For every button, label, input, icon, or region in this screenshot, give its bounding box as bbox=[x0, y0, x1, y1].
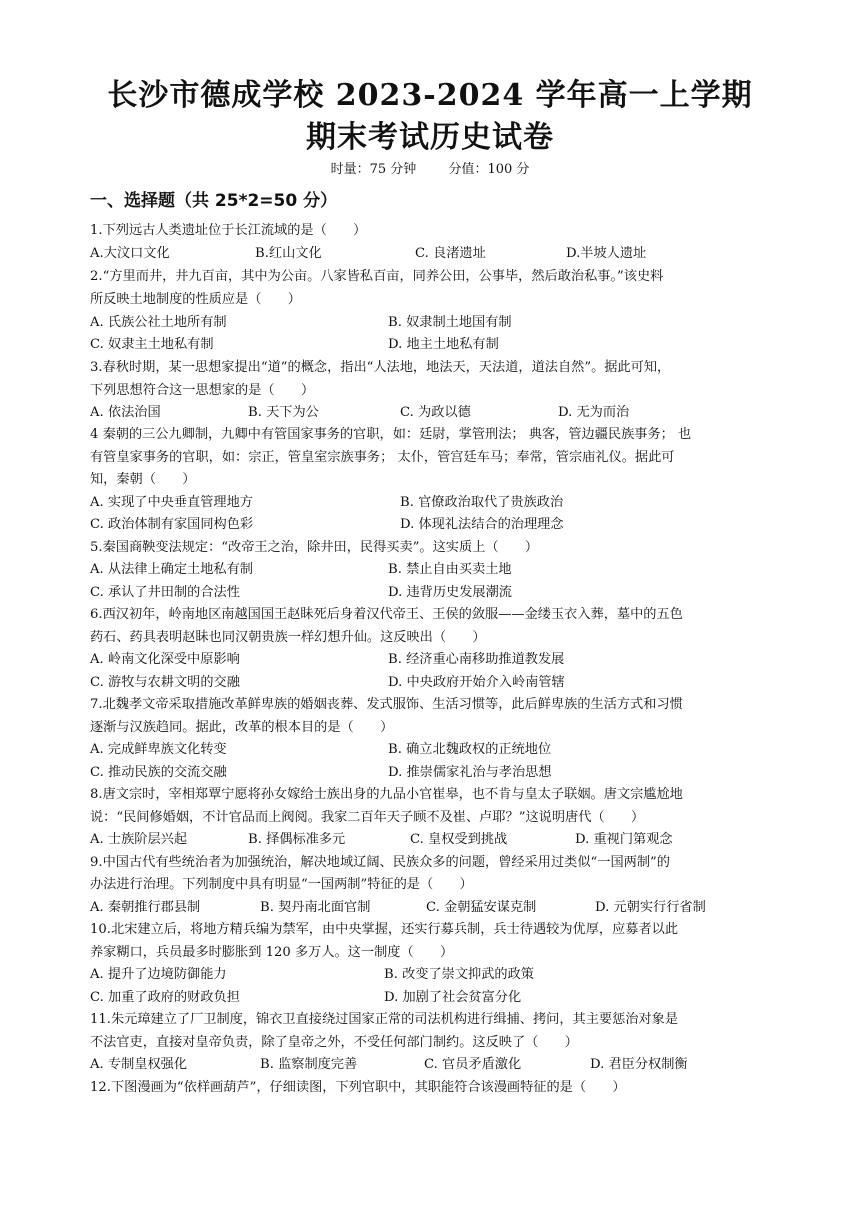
option-c: C. 官员矛盾激化 bbox=[424, 1057, 522, 1072]
exam-time: 时量：75 分钟 bbox=[330, 162, 417, 177]
option-d: D. 重视门第观念 bbox=[575, 832, 673, 847]
question-8-options bbox=[90, 829, 780, 851]
exam-title-line2: 期末考试历史试卷 bbox=[306, 120, 554, 155]
option-c: C. 加重了政府的财政负担 bbox=[90, 990, 240, 1005]
option-b: B.红山文化 bbox=[255, 246, 322, 261]
question-7-line-1: 7.北魏孝文帝采取措施改革鲜卑族的婚姻丧葬、发式服饰、生活习惯等，此后鲜卑族的生活方式和习惯 bbox=[90, 697, 683, 712]
option-a: A. 依法治国 bbox=[90, 405, 161, 420]
option-a: A. 从法律上确定土地私有制 bbox=[90, 562, 253, 577]
question-11-line-1: 11.朱元璋建立了厂卫制度，锦衣卫直接绕过国家正常的司法机构进行缉捕、拷问，其主要惩治对象是 bbox=[90, 1012, 679, 1027]
question-6-line-1: 6.西汉初年，岭南地区南越国国王赵眛死后身着汉代帝王、王侯的敛服——金缕玉衣入葬，墓中的五色 bbox=[90, 607, 683, 622]
question-9-line-2: 办法进行治理。下列制度中具有明显“一国两制”特征的是（ ） bbox=[90, 877, 473, 892]
question-11-line-2: 不法官吏，直接对皇帝负责，除了皇帝之外，不受任何部门制约。这反映了（ ） bbox=[90, 1035, 578, 1050]
option-b: B. 奴隶制土地国有制 bbox=[388, 315, 512, 330]
question-10-options-row-1 bbox=[90, 964, 780, 986]
option-a: A.大汶口文化 bbox=[90, 246, 170, 261]
option-b: B. 改变了崇文抑武的政策 bbox=[384, 967, 534, 982]
option-a: A. 专制皇权强化 bbox=[90, 1057, 188, 1072]
option-b: B. 天下为公 bbox=[248, 405, 319, 420]
option-a: A. 完成鲜卑族文化转变 bbox=[90, 742, 227, 757]
option-d: D. 体现礼法结合的治理理念 bbox=[400, 517, 564, 532]
question-4-line-2: 有管皇家事务的官职，如：宗正，管皇室宗族事务； 太仆，管宫廷车马；奉常，管宗庙礼仪。据此可 bbox=[90, 450, 675, 465]
option-b: B. 禁止自由买卖土地 bbox=[388, 562, 512, 577]
option-a: A. 实现了中央垂直管理地方 bbox=[90, 495, 253, 510]
option-d: D. 无为而治 bbox=[558, 405, 630, 420]
option-c: C. 皇权受到挑战 bbox=[410, 832, 508, 847]
question-3-line-1: 3.春秋时期，某一思想家提出“道”的概念，指出“人法地，地法天，天法道，道法自然”。据此可知， bbox=[90, 360, 671, 375]
option-b: B. 官僚政治取代了贵族政治 bbox=[400, 495, 564, 510]
exam-score: 分值：100 分 bbox=[448, 162, 530, 177]
option-b: B. 契丹南北面官制 bbox=[260, 900, 371, 915]
option-b: B. 确立北魏政权的正统地位 bbox=[388, 742, 552, 757]
option-c: C. 游牧与农耕文明的交融 bbox=[90, 675, 240, 690]
question-6-options-row-2 bbox=[90, 672, 780, 694]
option-c: C. 良渚遗址 bbox=[415, 246, 486, 261]
option-d: D. 地主土地私有制 bbox=[388, 337, 499, 352]
option-c: C. 为政以德 bbox=[400, 405, 471, 420]
question-7-options-row-2 bbox=[90, 762, 780, 784]
question-4-line-1: 4 秦朝的三公九卿制，九卿中有管国家事务的官职，如：廷尉，掌管刑法； 典客，管边疆民族事务； 也 bbox=[90, 427, 692, 442]
question-8-line-2: 说：“民间修婚姻，不计官品而上阀阅。我家二百年天子顾不及崔、卢耶？”这说明唐代（ ） bbox=[90, 810, 645, 825]
option-d: D. 君臣分权制衡 bbox=[590, 1057, 688, 1072]
question-5-options-row-1 bbox=[90, 559, 780, 581]
option-b: B. 监察制度完善 bbox=[260, 1057, 358, 1072]
option-d: D. 加剧了社会贫富分化 bbox=[384, 990, 522, 1005]
question-3-line-2: 下列思想符合这一思想家的是（ ） bbox=[90, 383, 315, 398]
question-2-line-1: 2.“方里而井，井九百亩，其中为公亩。八家皆私百亩，同养公田，公事毕，然后敢治私事。”该史料 bbox=[90, 269, 664, 284]
exam-meta bbox=[0, 158, 860, 177]
option-d: D. 中央政府开始介入岭南管辖 bbox=[388, 675, 565, 690]
question-9-options bbox=[90, 897, 780, 919]
question-1-line-1: 1.下列远古人类遗址位于长江流域的是（ ） bbox=[90, 223, 367, 238]
option-a: A. 士族阶层兴起 bbox=[90, 832, 188, 847]
question-6-options-row-1 bbox=[90, 649, 780, 671]
option-c: C. 政治体制有家国同构色彩 bbox=[90, 517, 254, 532]
option-a: A. 氏族公社土地所有制 bbox=[90, 315, 227, 330]
question-3-options bbox=[90, 402, 780, 424]
question-7-line-2: 逐渐与汉族趋同。据此，改革的根本目的是（ ） bbox=[90, 720, 394, 735]
option-d: D. 推崇儒家礼治与孝治思想 bbox=[388, 765, 552, 780]
question-4-options-row-2 bbox=[90, 514, 780, 536]
question-5-line-1: 5.秦国商鞅变法规定：“改帝王之治，除井田，民得买卖”。这实质上（ ） bbox=[90, 540, 539, 555]
question-10-line-1: 10.北宋建立后，将地方精兵编为禁军，由中央掌握，还实行募兵制，兵士待遇较为优厚，应募者以此 bbox=[90, 922, 679, 937]
question-12-line-1: 12.下图漫画为“依样画葫芦”，仔细读图，下列官职中，其职能符合该漫画特征的是（ ） bbox=[90, 1080, 626, 1095]
question-5-options-row-2 bbox=[90, 582, 780, 604]
option-c: C. 推动民族的交流交融 bbox=[90, 765, 227, 780]
option-c: C. 承认了井田制的合法性 bbox=[90, 585, 240, 600]
question-9-line-1: 9.中国古代有些统治者为加强统治，解决地域辽阔、民族众多的问题，曾经采用过类似“一国两制”的 bbox=[90, 855, 670, 870]
question-11-options bbox=[90, 1054, 780, 1076]
question-4-options-row-1 bbox=[90, 492, 780, 514]
option-a: A. 岭南文化深受中原影响 bbox=[90, 652, 240, 667]
option-c: C. 金朝猛安谋克制 bbox=[426, 900, 537, 915]
option-b: B. 择偶标准多元 bbox=[248, 832, 346, 847]
section-title: 一、选择题（共 25*2=50 分） bbox=[90, 191, 338, 211]
question-10-options-row-2 bbox=[90, 987, 780, 1009]
question-10-line-2: 养家糊口，兵员最多时膨胀到 120 多万人。这一制度（ ） bbox=[90, 945, 454, 960]
option-d: D. 违背历史发展潮流 bbox=[388, 585, 512, 600]
question-1-options bbox=[90, 243, 780, 265]
question-6-line-2: 药石、药具表明赵眛也同汉朝贵族一样幻想升仙。这反映出（ ） bbox=[90, 630, 486, 645]
option-a: A. 提升了边境防御能力 bbox=[90, 967, 227, 982]
option-d: D. 元朝实行行省制 bbox=[595, 900, 706, 915]
question-2-line-2: 所反映土地制度的性质应是（ ） bbox=[90, 292, 301, 307]
question-7-options-row-1 bbox=[90, 739, 780, 761]
option-c: C. 奴隶主土地私有制 bbox=[90, 337, 214, 352]
option-d: D.半坡人遗址 bbox=[566, 246, 647, 261]
option-b: B. 经济重心南移助推道教发展 bbox=[388, 652, 565, 667]
question-4-line-3: 知，秦朝（ ） bbox=[90, 472, 196, 487]
option-a: A. 秦朝推行郡县制 bbox=[90, 900, 201, 915]
question-2-options-row-1 bbox=[90, 312, 780, 334]
exam-title-line1: 长沙市德成学校 2023-2024 学年高一上学期 bbox=[107, 78, 753, 113]
question-8-line-1: 8.唐文宗时，宰相郑覃宁愿将孙女嫁给士族出身的九品小官崔皋，也不肯与皇太子联姻。唐文宗尴尬地 bbox=[90, 787, 683, 802]
question-2-options-row-2 bbox=[90, 334, 780, 356]
